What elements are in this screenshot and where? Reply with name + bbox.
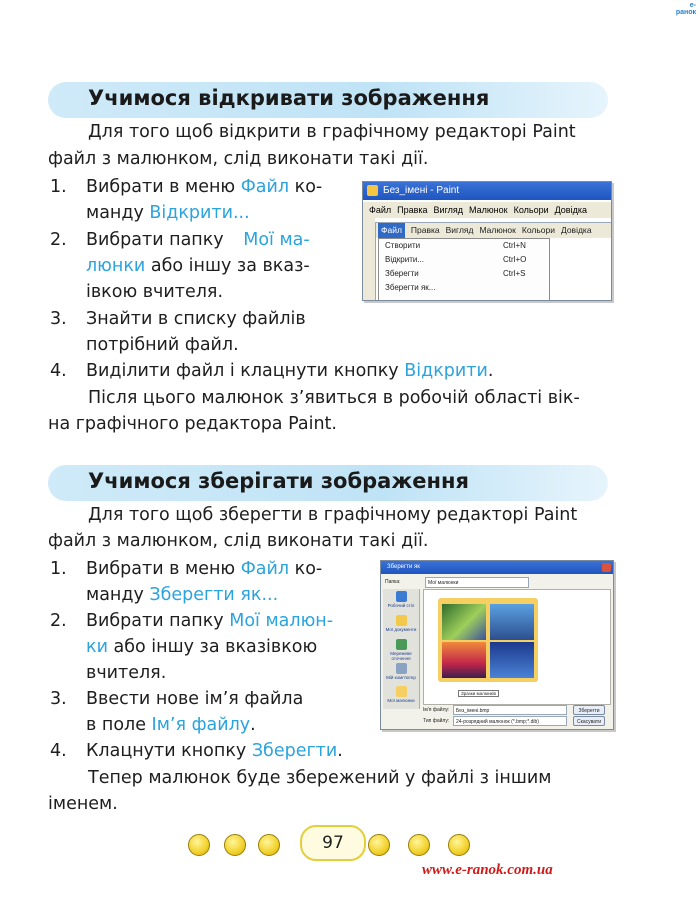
computer-icon [396, 663, 407, 674]
thumbnail-image [442, 604, 486, 640]
dropdown-label: Зберегти як... [385, 283, 436, 292]
paint-menu-bar [363, 202, 611, 218]
thumbnail-image [490, 604, 534, 640]
dropdown-item-new[interactable] [385, 241, 545, 254]
character-icon [258, 834, 280, 856]
place-label: Мої малюнки [387, 698, 415, 703]
documents-icon [396, 615, 407, 626]
place-label: Мій комп'ютер [386, 675, 416, 680]
save-step-2-cont [86, 634, 317, 661]
menu-term: Файл [240, 177, 290, 197]
save-dialog-title-bar [381, 561, 613, 574]
filetype-label: Тип файлу: [423, 718, 450, 724]
step-number: 3. [50, 309, 67, 329]
filename-input[interactable]: Без_імені.bmp [453, 705, 567, 715]
path-select[interactable]: Мої малюнки [425, 577, 529, 588]
character-icon [188, 834, 210, 856]
menu-term: люнки [86, 256, 146, 276]
dropdown-item-save[interactable] [385, 269, 545, 282]
open-step-3-cont: потрібний файл. [86, 335, 239, 355]
path-label: Папка: [385, 579, 401, 585]
inner-menu-view[interactable]: Вигляд [445, 225, 474, 235]
section-title-save: Учимося зберігати зображення [88, 469, 469, 493]
filetype-select[interactable]: 24-розрядний малюнок (*.bmp;*.dib) [453, 716, 567, 726]
section-banner-save [48, 465, 608, 501]
section-banner-open [48, 82, 608, 118]
step-text: в поле [86, 715, 152, 735]
menu-view[interactable]: Вигляд [433, 205, 464, 215]
step-text: або іншу за вказівкою [107, 637, 318, 657]
menu-term: ки [86, 637, 108, 657]
dropdown-shortcut: Ctrl+S [503, 269, 526, 278]
dropdown-label: Відкрити... [385, 255, 424, 264]
open-step-2-cont2: івкою вчителя. [86, 282, 224, 302]
desktop-icon [396, 591, 407, 602]
dropdown-item-open[interactable] [385, 255, 545, 268]
place-label: Мої документи [385, 627, 417, 632]
dropdown-shortcut: Ctrl+N [503, 241, 526, 250]
places-bar [383, 589, 420, 709]
step-text: Клацнути кнопку [86, 741, 252, 761]
save-step-2-cont2: вчителя. [86, 663, 167, 683]
menu-term: Відкрити... [149, 203, 250, 223]
step-text: ко- [289, 177, 323, 197]
sample-pictures-folder[interactable] [438, 598, 538, 682]
dropdown-label: Створити [385, 241, 421, 250]
step-text: манду [86, 203, 150, 223]
page-number: 97 [300, 825, 366, 861]
save-step-4 [50, 738, 343, 765]
step-text: манду [86, 585, 150, 605]
step-text: Ввести нове ім’я файла [86, 689, 304, 709]
inner-menu-file[interactable]: Файл [378, 223, 405, 238]
menu-help[interactable]: Довідка [554, 205, 587, 215]
save-dialog-title: Зберегти як [387, 564, 420, 570]
step-text: . [250, 715, 256, 735]
filename-label: Ім'я файлу: [423, 707, 450, 713]
place-computer[interactable] [385, 663, 417, 685]
inner-menu-colors[interactable]: Кольори [521, 225, 555, 235]
save-step-3-cont [86, 712, 256, 739]
menu-term: Зберегти як... [149, 585, 279, 605]
open-step-2-cont [86, 253, 310, 280]
pictures-folder-icon [396, 686, 407, 697]
paint-window-title: Без_імені - Paint [383, 185, 460, 196]
step-text: Знайти в списку файлів [86, 309, 306, 329]
step-text: Виділити файл і клацнути кнопку [86, 361, 405, 381]
save-dialog-path-row [383, 577, 609, 587]
publisher-logo: e-ранок [675, 2, 696, 16]
place-network[interactable] [385, 639, 417, 661]
character-icon [368, 834, 390, 856]
menu-term: Ім’я файлу [151, 715, 251, 735]
menu-term: Відкрити [404, 361, 488, 381]
inner-menu-help[interactable]: Довідка [560, 225, 592, 235]
folder-label: Зразки малюнків [458, 690, 499, 697]
place-label: Мережеве оточення [390, 651, 412, 661]
cancel-button[interactable]: Скасувати [573, 716, 605, 726]
paint-tool-strip [363, 218, 375, 301]
file-dropdown-menu [378, 238, 550, 301]
menu-edit[interactable]: Правка [397, 205, 428, 215]
dropdown-item-save-as[interactable] [385, 283, 545, 296]
filetype-row [423, 716, 609, 726]
menu-term: Мої малюн- [229, 611, 334, 631]
close-icon[interactable] [602, 563, 611, 572]
save-after-line1: Тепер малюнок буде збережений у файлі з іншим [88, 768, 552, 788]
intro-save-line1: Для того щоб зберегти в графічному редакторі Paint [88, 505, 578, 525]
network-icon [396, 639, 407, 650]
step-number: 4. [50, 361, 67, 381]
step-text: або іншу за вказ- [145, 256, 310, 276]
step-number: 2. [50, 611, 67, 631]
menu-file[interactable]: Файл [369, 205, 392, 215]
thumbnail-image [442, 642, 486, 678]
save-button[interactable]: Зберегти [573, 705, 605, 715]
open-step-4 [50, 358, 493, 385]
step-text: Вибрати папку [86, 230, 230, 250]
step-text: Вибрати в меню [86, 177, 241, 197]
open-step-1-cont [86, 200, 250, 227]
dropdown-shortcut: Ctrl+O [503, 255, 527, 264]
paint-inner-menu-bar [376, 223, 612, 238]
inner-menu-edit[interactable]: Правка [410, 225, 440, 235]
step-text: Вибрати в меню [86, 559, 241, 579]
open-step-1 [50, 174, 322, 201]
filename-row [423, 705, 609, 715]
character-icon [224, 834, 246, 856]
place-label: Робочий стіл [387, 603, 415, 608]
paint-window-screenshot [362, 181, 612, 301]
step-number: 1. [50, 177, 67, 197]
step-text: ко- [289, 559, 323, 579]
intro-open-line2: файл з малюнком, слід виконати такі дії. [48, 149, 429, 169]
step-number: 1. [50, 559, 67, 579]
menu-image[interactable]: Малюнок [469, 205, 508, 215]
save-step-3 [50, 686, 303, 713]
step-number: 4. [50, 741, 67, 761]
publisher-website: www.e-ranok.com.ua [422, 862, 553, 878]
place-desktop[interactable] [385, 591, 417, 613]
file-list-area [423, 589, 611, 705]
intro-open-line1: Для того щоб відкрити в графічному редакторі Paint [88, 122, 576, 142]
step-number: 2. [50, 230, 67, 250]
open-step-3 [50, 306, 306, 333]
step-text: . [337, 741, 343, 761]
save-after-line2: іменем. [48, 794, 118, 814]
open-step-2 [50, 227, 310, 254]
step-number: 3. [50, 689, 67, 709]
step-text: . [487, 361, 494, 381]
menu-term: Мої ма- [243, 230, 310, 250]
step-text: Вибрати папку [86, 611, 230, 631]
paint-app-icon [367, 185, 378, 196]
character-icon [408, 834, 430, 856]
intro-save-line2: файл з малюнком, слід виконати такі дії. [48, 531, 429, 551]
place-documents[interactable] [385, 615, 417, 637]
save-as-dialog-screenshot [380, 560, 614, 730]
place-pictures[interactable] [385, 686, 417, 708]
save-step-1-cont [86, 582, 278, 609]
dropdown-label: Зберегти [385, 269, 419, 278]
paint-inner-window [375, 222, 612, 301]
open-after-line1: Після цього малюнок з’явиться в робочій області вік- [88, 388, 580, 408]
inner-menu-image[interactable]: Малюнок [479, 225, 516, 235]
open-after-line2: на графічного редактора Paint. [48, 414, 337, 434]
save-step-1 [50, 556, 322, 583]
character-icon [448, 834, 470, 856]
menu-term: Зберегти [251, 741, 338, 761]
menu-term: Файл [240, 559, 290, 579]
paint-title-bar [363, 182, 611, 200]
section-title-open: Учимося відкривати зображення [88, 86, 490, 110]
thumbnail-image [490, 642, 534, 678]
save-step-2 [50, 608, 333, 635]
menu-colors[interactable]: Кольори [513, 205, 549, 215]
